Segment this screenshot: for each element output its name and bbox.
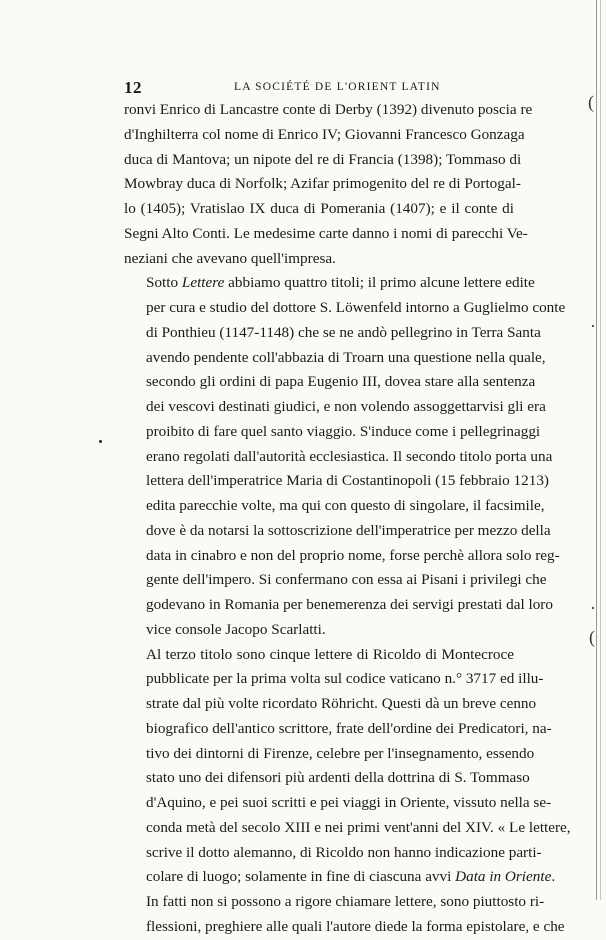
page-number: 12 <box>124 78 142 97</box>
text-line: di Ponthieu (1147-1148) che se ne andò pellegrino in Terra Santa <box>146 323 541 341</box>
text-line: duca di Mantova; un nipote del re di Francia (1398); Tommaso di <box>124 150 522 168</box>
text-line: pubblicate per la prima volta sul codice vaticano n.° 3717 ed illu- <box>146 670 544 688</box>
text-line: lo (1405); Vratislao IX duca di Pomerania (1407); e il conte di <box>124 200 514 217</box>
italic-term: Lettere <box>181 274 225 292</box>
binding-edge-line <box>600 0 601 900</box>
text-line: Segni Alto Conti. Le medesime carte danno i nomi di parecchi Ve- <box>124 224 528 242</box>
stray-mark <box>99 440 102 443</box>
binding-mark: ( <box>589 627 595 647</box>
text-line: Mowbray duca di Norfolk; Azifar primogenito del re di Portogal- <box>124 175 521 193</box>
text-line: flessioni, preghiere alle quali l'autore diede la forma epistolare, e che <box>146 917 565 935</box>
text-line: per cura e studio del dottore S. Löwenfeld intorno a Guglielmo conte <box>146 299 566 316</box>
text-line: godevano in Romania per benemerenza dei servigi prestati dal loro <box>146 596 553 613</box>
binding-mark: ( <box>588 92 594 112</box>
text-line: lettera dell'imperatrice Maria di Costantinopoli (15 febbraio 1213) <box>146 472 549 490</box>
text-line: erano regolati dall'autorità ecclesiastica. Il secondo titolo porta una <box>146 447 553 465</box>
text-line: edita parecchie volte, ma qui con questo di singolare, il facsimile, <box>146 497 545 514</box>
text-line: neziani che avevano quell'impresa. <box>124 249 336 267</box>
text-line: dove è da notarsi la sottoscrizione dell'imperatrice per mezzo della <box>146 521 551 539</box>
text-line: d'Inghilterra col nome di Enrico IV; Giovanni Francesco Gonzaga <box>124 125 525 143</box>
text-line: Sotto Lettere abbiamo quattro titoli; il primo alcune lettere edite <box>146 274 535 292</box>
text-line: data in cinabro e non del proprio nome, forse perchè allora solo reg- <box>146 546 560 564</box>
text-line: vice console Jacopo Scarlatti. <box>146 620 326 638</box>
text-line: In fatti non si possono a rigore chiamare lettere, sono piuttosto ri- <box>146 893 545 910</box>
text-line: colare di luogo; solamente in fine di ciascuna avvi Data in Oriente. <box>146 868 556 886</box>
text-line: tivo dei dintorni di Firenze, celebre per l'insegnamento, essendo <box>146 744 535 762</box>
text-line: stato uno dei difensori più ardenti della dottrina di S. Tommaso <box>146 769 530 787</box>
text-line: conda metà del secolo XIII e nei primi vent'anni del XIV. « Le lettere, <box>146 818 571 836</box>
italic-term: Data in Oriente <box>455 868 552 886</box>
text-line: strate dal più volte ricordato Röhricht. Questi dà un breve cenno <box>146 695 537 712</box>
text-line: proibito di fare quel santo viaggio. S'induce come i pellegrinaggi <box>146 422 541 440</box>
text-line: biografico dell'antico scrittore, frate dell'ordine dei Predicatori, na- <box>146 719 552 737</box>
text-line: dei vescovi destinati giudici, e non volendo assoggettarvisi gli era <box>146 398 546 415</box>
running-head: LA SOCIÉTÉ DE L'ORIENT LATIN <box>234 81 441 93</box>
text-line: ronvi Enrico di Lancastre conte di Derby (1392) divenuto poscia re <box>124 101 533 118</box>
text-line: d'Aquino, e pei suoi scritti e pei viaggi in Oriente, vissuto nella se- <box>146 794 552 811</box>
body-text <box>124 98 571 940</box>
text-line: gente dell'impero. Si confermano con essa ai Pisani i privilegi che <box>146 571 547 589</box>
text-line: scrive il dotto alemanno, di Ricoldo non hanno indicazione parti- <box>146 843 542 861</box>
binding-mark: · <box>590 316 596 336</box>
text-line: Al terzo titolo sono cinque lettere di Ricoldo di Montecroce <box>146 645 514 663</box>
text-line: secondo gli ordini di papa Eugenio III, dovea stare alla sentenza <box>146 373 536 391</box>
page-header <box>124 78 514 98</box>
text-line: avendo pendente coll'abbazia di Troarn una questione nella quale, <box>146 348 546 366</box>
binding-edge-line <box>596 0 597 900</box>
binding-mark: · <box>590 598 596 618</box>
